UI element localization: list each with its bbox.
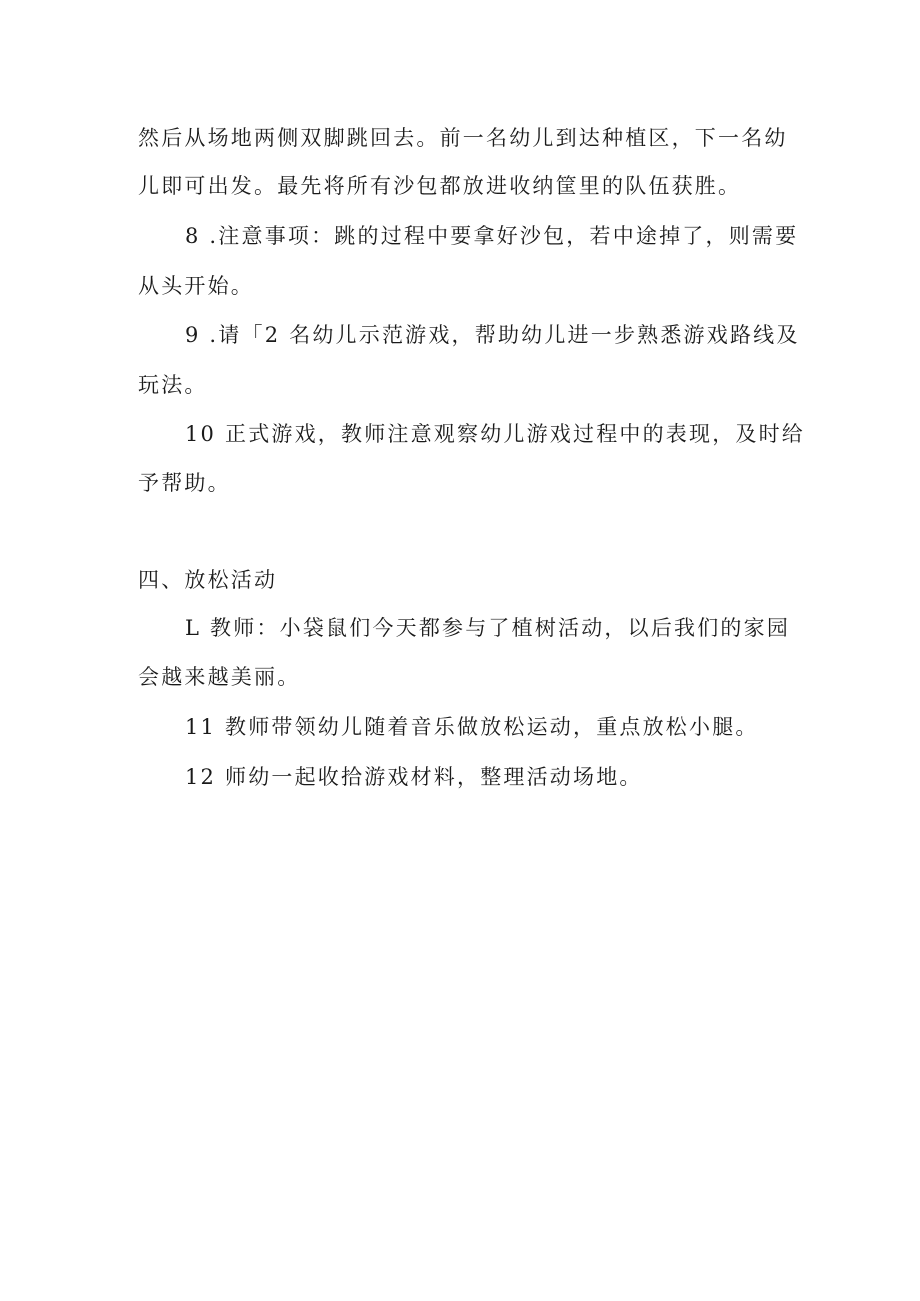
paragraph-line: 予帮助。 xyxy=(138,471,231,495)
paragraph-line: 儿即可出发。最先将所有沙包都放进收纳筐里的队伍获胜。 xyxy=(138,174,742,198)
paragraph-line: 玩法。 xyxy=(138,373,208,397)
paragraph-line: 然后从场地两侧双脚跳回去。前一名幼儿到达种植区，下一名幼 xyxy=(138,126,788,150)
step-11-line: 11 教师带领幼儿随着音乐做放松运动，重点放松小腿。 xyxy=(185,715,759,739)
step-1-line: L 教师：小袋鼠们今天都参与了植树活动，以后我们的家园 xyxy=(185,616,791,640)
step-8-line: 8 .注意事项：跳的过程中要拿好沙包，若中途掉了，则需要 xyxy=(185,224,799,248)
step-12-line: 12 师幼一起收拾游戏材料，整理活动场地。 xyxy=(185,765,643,789)
paragraph-line: 从头开始。 xyxy=(138,274,254,298)
paragraph-line: 会越来越美丽。 xyxy=(138,665,301,689)
section-heading: 四、放松活动 xyxy=(138,568,278,592)
step-10-line: 10 正式游戏，教师注意观察幼儿游戏过程中的表现，及时给 xyxy=(185,422,805,446)
step-9-line: 9 .请「2 名幼儿示范游戏，帮助幼儿进一步熟悉游戏路线及 xyxy=(185,323,800,347)
